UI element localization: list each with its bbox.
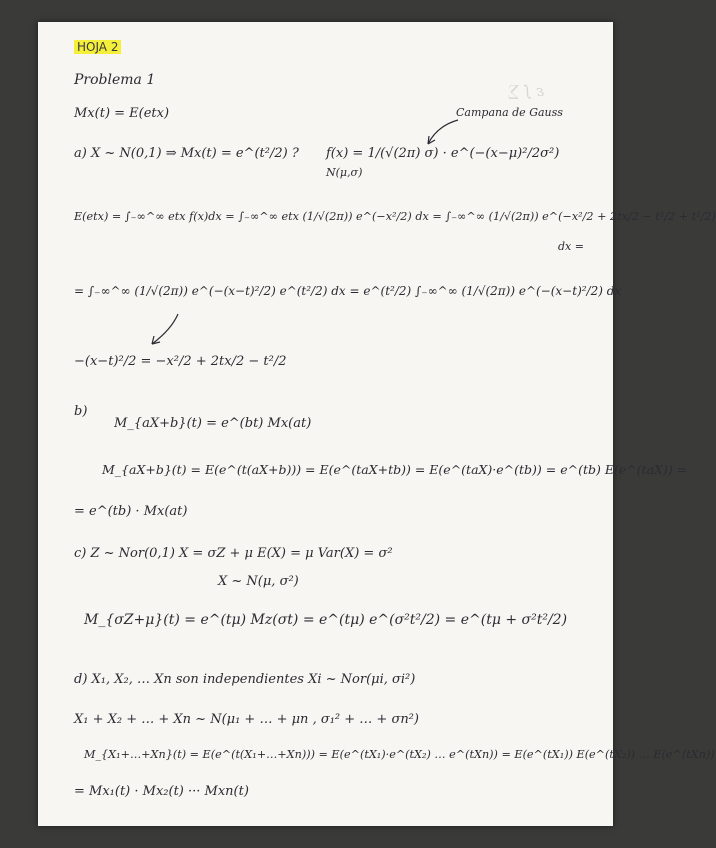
part-d-result: = Mx₁(t) · Mx₂(t) ··· Mxn(t) [74, 784, 249, 799]
part-a-integral-1: E(etx) = ∫₋∞^∞ etx f(x)dx = ∫₋∞^∞ etx (1/√(2π)) e^(−x²/2) dx = ∫₋∞^∞ (1/√(2π)) e^(−x²/2 + 2tx/2 − t²/2 + t²/2) [74, 210, 716, 223]
part-c-distribution: X ~ N(μ, σ²) [218, 574, 299, 589]
normal-density-subscript: N(μ,σ) [326, 166, 363, 179]
part-a-dx: dx = [558, 240, 584, 253]
arrow-icon [148, 312, 188, 348]
part-b-result: = e^(tb) · Mx(at) [74, 504, 188, 519]
problem-title: Problema 1 [74, 72, 156, 88]
document-page [38, 22, 716, 826]
part-b-proof: M_{aX+b}(t) = E(e^(t(aX+b))) = E(e^(taX+tb)) = E(e^(taX)·e^(tb)) = e^(tb) E(e^(taX)) = [102, 462, 688, 477]
part-a-statement: a) X ~ N(0,1) ⇒ Mx(t) = e^(t²/2) ? [74, 146, 299, 161]
normal-density: f(x) = 1/(√(2π) σ) · e^(−(x−μ)²/2σ²) [326, 146, 560, 161]
part-c-statement: c) Z ~ Nor(0,1) X = σZ + μ E(X) = μ Var(X) = σ² [74, 546, 393, 561]
part-c-result: M_{σZ+μ}(t) = e^(tμ) Mz(σt) = e^(tμ) e^(σ²t²/2) = e^(tμ + σ²t²/2) [84, 612, 568, 628]
part-a-integral-2: = ∫₋∞^∞ (1/√(2π)) e^(−(x−t)²/2) e^(t²/2) dx = e^(t²/2) ∫₋∞^∞ (1/√(2π)) e^(−(x−t)²/2) dx [74, 284, 622, 298]
bleed-through-text: ɛ ∫ ∑ [508, 82, 545, 100]
arrow-icon [424, 118, 464, 148]
part-d-statement: d) X₁, X₂, … Xn son independientes Xi ~ Nor(μi, σi²) [74, 672, 416, 687]
part-d-mgf: M_{X₁+…+Xn}(t) = E(e^(t(X₁+…+Xn))) = E(e^(tX₁)·e^(tX₂) … e^(tXn)) = E(e^(tX₁)) E(e^(tX₂)) … E(e^(tXn)) [84, 748, 715, 761]
sheet-label: HOJA 2 [74, 40, 121, 56]
part-b-claim: M_{aX+b}(t) = e^(bt) Mx(at) [114, 416, 312, 431]
mgf-definition: Mx(t) = E(etx) [74, 106, 170, 121]
part-d-sum-distribution: X₁ + X₂ + … + Xn ~ N(μ₁ + … + μn , σ₁² + … + σn²) [74, 712, 419, 727]
part-b-label: b) [74, 404, 88, 419]
part-a-expansion: −(x−t)²/2 = −x²/2 + 2tx/2 − t²/2 [74, 354, 287, 369]
gauss-note: Campana de Gauss [456, 106, 563, 119]
